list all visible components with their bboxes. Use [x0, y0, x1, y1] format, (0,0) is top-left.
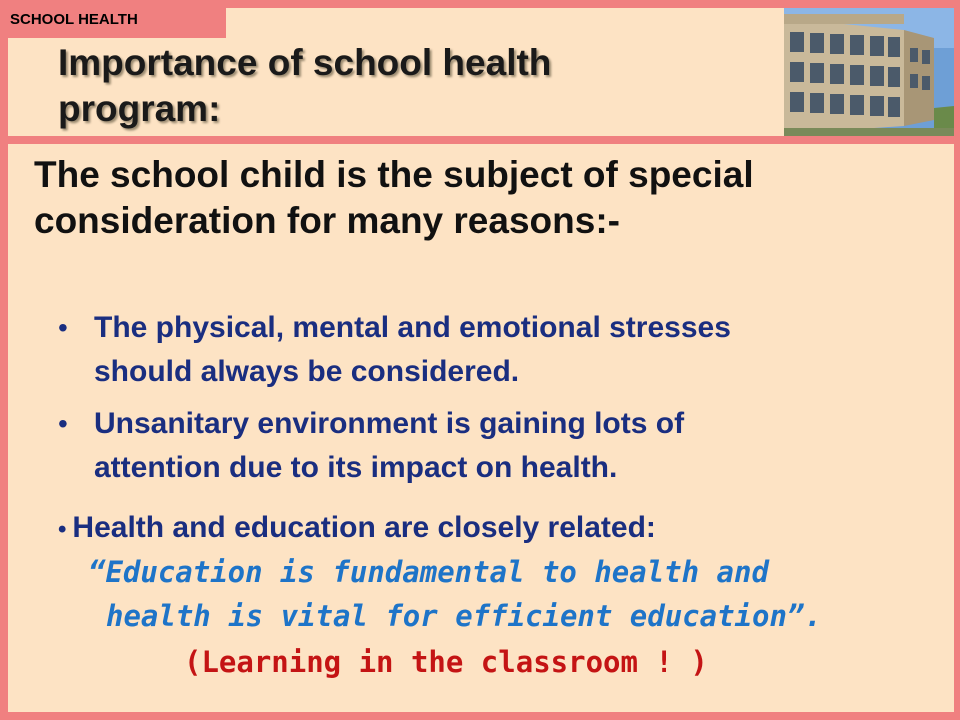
quote-line-2: health is vital for efficient education”.: [106, 599, 822, 633]
bullet-dot-icon: •: [58, 408, 68, 439]
title-line-2: program:: [58, 88, 221, 129]
title-divider: [0, 136, 960, 144]
bullet-dot-icon: •: [58, 516, 67, 543]
bullet-text: Health and education are closely related:: [72, 511, 656, 544]
intro-line-2: consideration for many reasons:-: [34, 200, 620, 241]
title-line-1: Importance of school health: [58, 42, 552, 83]
school-building-photo: [784, 8, 954, 136]
bullet-text: [94, 402, 914, 490]
intro-line-1: The school child is the subject of special: [34, 154, 754, 195]
border-bottom: [0, 712, 960, 720]
quote: [88, 550, 928, 638]
bullet-text: [94, 306, 914, 394]
list-item: [58, 402, 938, 490]
bullet-line: should always be considered.: [94, 355, 520, 388]
border-left: [0, 0, 8, 720]
list-item-health-education: [58, 508, 938, 550]
list-item: [58, 306, 938, 394]
intro-text: [34, 152, 934, 244]
quote-line-1: “Education is fundamental to health and: [88, 555, 769, 589]
bullet-line: The physical, mental and emotional stresses: [94, 311, 731, 344]
classroom-note: (Learning in the classroom ! ): [184, 645, 708, 679]
bullet-dot-icon: •: [58, 312, 68, 343]
bullet-list: [58, 306, 938, 498]
border-right: [954, 0, 960, 720]
slide-title: [58, 40, 758, 132]
section-tag: SCHOOL HEALTH: [0, 0, 226, 38]
bullet-line: attention due to its impact on health.: [94, 451, 618, 484]
bullet-line: Unsanitary environment is gaining lots of: [94, 407, 685, 440]
